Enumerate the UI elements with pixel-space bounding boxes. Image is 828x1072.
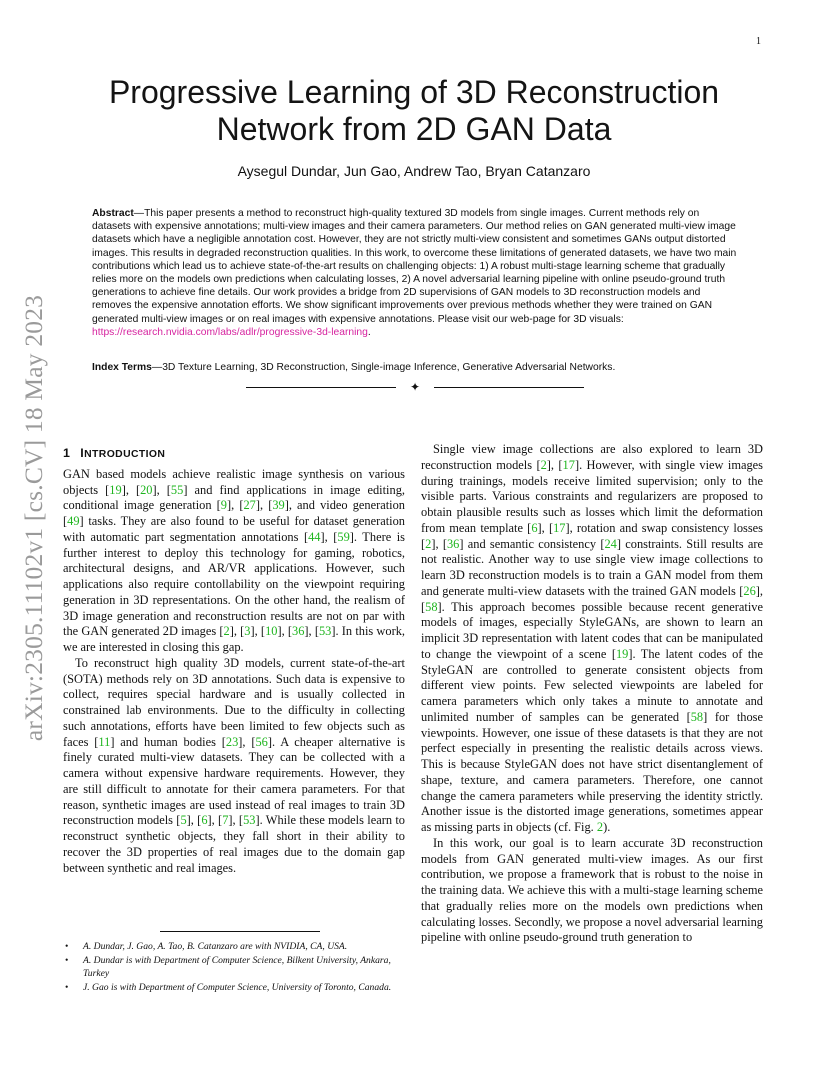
footnote: • A. Dundar, J. Gao, A. Tao, B. Catanzaro are with NVIDIA, CA, USA.	[65, 941, 348, 952]
project-link[interactable]: https://research.nvidia.com/labs/adlr/progressive-3d-learning	[92, 326, 368, 338]
arxiv-stamp	[19, 280, 48, 756]
index-terms-text: —3D Texture Learning, 3D Reconstruction, Single-image Inference, Generative Adversarial Networks.	[151, 362, 616, 373]
separator-rule-right	[434, 387, 584, 388]
abstract-text: —This paper presents a method to reconstruct high-quality textured 3D models from single images. Current methods rely on datasets with expensive annotations; multi-view images and their camera parameters. Our method relies on GAN generated multi-view image datasets which have a negligible annotation cost. However, they are not strictly multi-view consistent and sometimes GANs output distorted images. This results in degraded reconstruction qualities. In this work, to overcome these limitations of generated datasets, we have two main contributions which lead us to achieve state-of-the-art results on challenging objects: 1) A robust multi-stage learning scheme that gradually relies more on the models own predictions when calculating losses, 2) A novel adversarial learning pipeline with online pseudo-ground truth generations to achieve fine details. Our work provides a bridge from 2D supervisions of GAN models to 3D reconstruction models and removes the expensive annotation efforts. We show significant improvements over previous methods whether they were trained on GAN generated multi-view images or on real images with expensive annotations. Please visit our web-page for 3D visuals:	[92, 208, 737, 325]
footnote: • J. Gao is with Department of Computer Science, University of Toronto, Canada.	[65, 982, 392, 994]
abstract	[92, 207, 738, 339]
footnote: • A. Dundar is with Department of Computer Science, Bilkent University, Ankara, Turkey	[65, 955, 391, 979]
section-heading	[63, 446, 405, 463]
abstract-label: Abstract	[92, 208, 134, 219]
title-line-2: Network from 2D GAN Data	[216, 111, 612, 147]
paragraph: GAN based models achieve realistic image synthesis on various objects [19], [20], [55] and find applications in image editing, conditional image generation [9], [27], [39], and video generation [49] tasks. They are also found to be useful for dataset generation with automatic part segmentation annotations [44], [59]. There is further interest to deploy this technology for gaming, robotics, architectural designs, and AR/VR applications. However, such applications also require contollability on the viewpoint requiring generation in 3D representations. On the other hand, the realism of 3D image generation and reconstruction results are not on par with the GAN generated 2D images [2], [3], [10], [36], [53]. In this work, we are interested in closing this gap.	[63, 466, 405, 654]
footnotes	[63, 941, 405, 997]
footnote-bullet: •	[65, 941, 69, 952]
footnote-rule	[160, 931, 320, 932]
section-separator	[246, 381, 584, 393]
left-column	[63, 442, 405, 876]
footnote-bullet: •	[65, 982, 69, 994]
abstract-end: .	[367, 326, 371, 338]
section-title-rest: NTRODUCTION	[84, 449, 166, 460]
page-number: 1	[756, 36, 761, 47]
paper-title	[60, 74, 768, 148]
index-terms	[92, 362, 738, 373]
separator-rule-left	[246, 387, 396, 388]
separator-diamond-icon: ✦	[409, 380, 421, 394]
paragraph: Single view image collections are also explored to learn 3D reconstruction models [2], [17]. However, with single view images during trainings, models receive limited supervision; only to the visible parts. Various constraints and regularizers are proposed to obtain plausible results such as losses which limit the deformation from mean template [6], [17], rotation and swap consistency losses [2], [36] and semantic consistency [24] constraints. Still results are not realistic. Another way to use single view image collections to learn 3D reconstruction models is to train a GAN model from them and generate multi-view datasets with the trained GAN models [26], [58]. This approach becomes possible because recent generative models of images, especially StyleGANs, are shown to learn an implicit 3D representation with latent codes that can be manipulated to change the viewpoint of a scene [19]. The latent codes of the StyleGAN are controlled to generate consistent objects from different view points. Few selected viewpoints are labeled for camera parameters which only takes a minute to annotate and unlimited number of samples can be generated [58] for those viewpoints. However, one issue of these datasets is that they are not perfect especially in presenting the realistic details across views. This is because StyleGAN does not have strict disentanglement of shape, texture, and camera parameters. Therefore, one cannot change the camera parameters while preserving the identity strictly. Another issue is the distorted image generations, sometimes appear as missing parts in objects (cf. Fig. 2).	[421, 442, 763, 834]
footnote-bullet: •	[65, 955, 69, 967]
paragraph: In this work, our goal is to learn accurate 3D reconstruction models from GAN generated multi-view images. As our first contribution, we propose a framework that is robust to the noise in the training data. We achieve this with a multi-stage learning scheme that gradually relies more on the models own predictions when calculating losses. Secondly, we propose a novel adversarial learning pipeline with online pseudo-ground truth generation to	[421, 835, 763, 945]
authors: Aysegul Dundar, Jun Gao, Andrew Tao, Bryan Catanzaro	[237, 163, 591, 179]
paragraph: To reconstruct high quality 3D models, current state-of-the-art (SOTA) methods rely on 3D annotations. Such data is expensive to collect, requires special hardware and is usually collected in constrained lab environments. Due to the difficulty in collecting such annotations, efforts have been limited to few objects such as faces [11] and human bodies [23], [56]. A cheaper alternative is finely curated multi-view datasets. They can be collected with a camera without expensive hardware requirements. However, they are still difficult to annotate for their camera parameters. For that reason, synthetic images are used instead of real images to train 3D reconstruction models [5], [6], [7], [53]. While these models learn to reconstruct synthetic objects, they fall short in their ability to recover the 3D properties of real images due to the domain gap between synthetic and real images.	[63, 655, 406, 875]
title-line-1: Progressive Learning of 3D Reconstruction	[108, 74, 720, 110]
section-title-initial: I	[80, 446, 85, 460]
section-number: 1	[63, 446, 71, 460]
right-column	[421, 442, 763, 946]
index-terms-label: Index Terms	[92, 362, 152, 373]
arxiv-stamp-text: arXiv:2305.11102v1 [cs.CV] 18 May 2023	[19, 294, 48, 742]
